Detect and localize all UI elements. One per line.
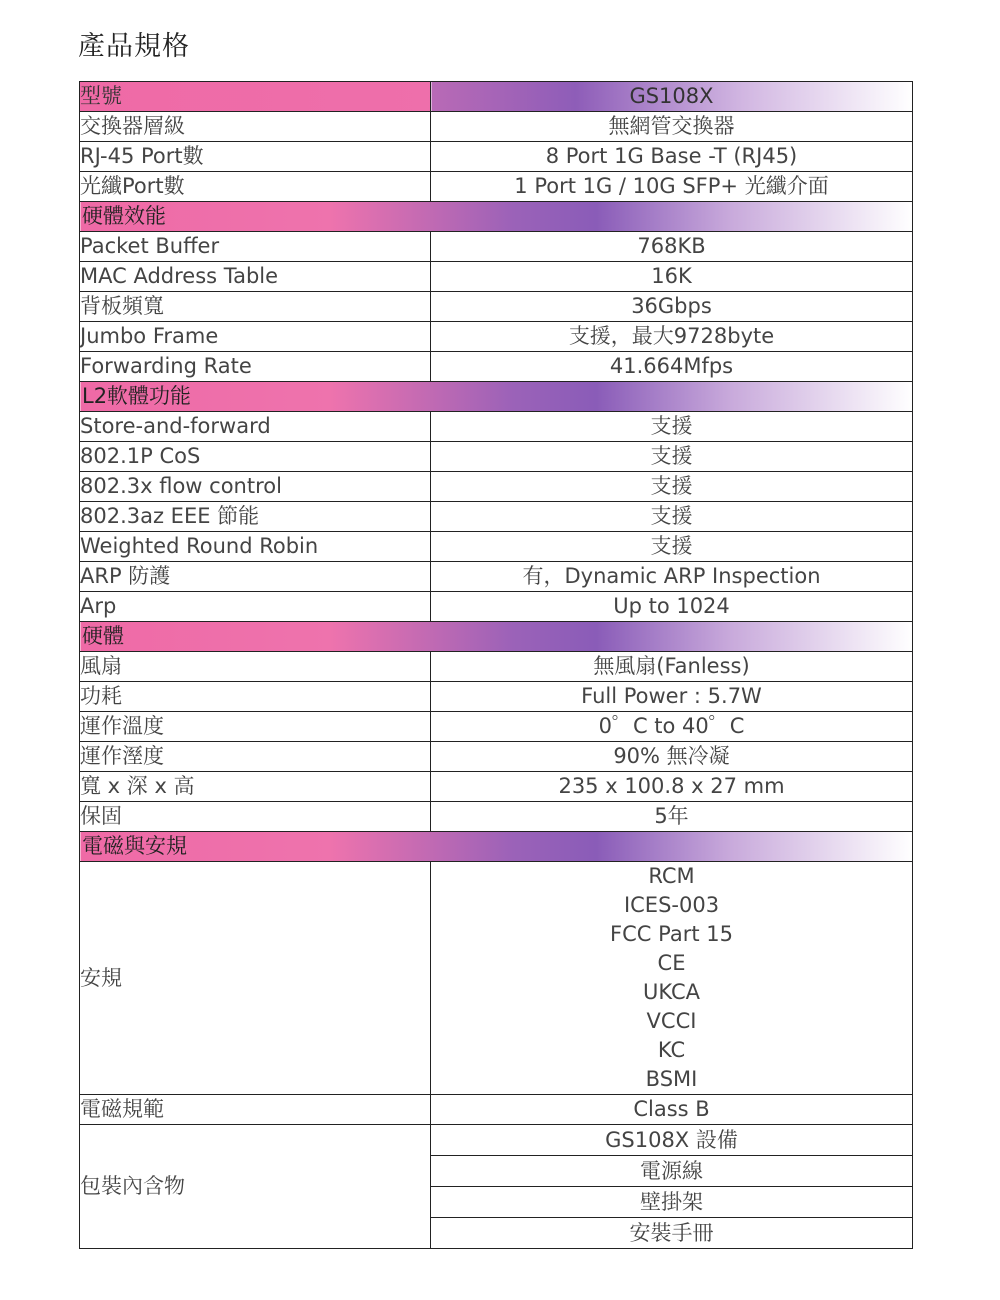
row-label: Weighted Round Robin bbox=[80, 532, 431, 562]
section-title: 硬體 bbox=[80, 622, 913, 652]
table-row bbox=[80, 352, 913, 382]
table-row bbox=[80, 772, 913, 802]
row-value: 16K bbox=[431, 262, 913, 292]
table-row bbox=[80, 1095, 913, 1125]
table-row bbox=[80, 532, 913, 562]
row-value: 0゜C to 40゜C bbox=[431, 712, 913, 742]
row-label: 802.1P CoS bbox=[80, 442, 431, 472]
safety-values bbox=[431, 862, 913, 1095]
row-value: 支援 bbox=[431, 532, 913, 562]
table-row bbox=[80, 292, 913, 322]
safety-value: BSMI bbox=[645, 1067, 698, 1091]
package-item: GS108X 設備 bbox=[431, 1125, 912, 1156]
section-header-hardware-performance bbox=[80, 202, 913, 232]
row-value: 8 Port 1G Base -T (RJ45) bbox=[431, 142, 913, 172]
table-row bbox=[80, 682, 913, 712]
row-label: 光纖Port數 bbox=[80, 172, 431, 202]
row-label: 背板頻寬 bbox=[80, 292, 431, 322]
row-label: Arp bbox=[80, 592, 431, 622]
section-title: 硬體效能 bbox=[80, 202, 913, 232]
row-value: 無網管交換器 bbox=[431, 112, 913, 142]
row-label: 風扇 bbox=[80, 652, 431, 682]
section-title: 電磁與安規 bbox=[80, 832, 913, 862]
table-row bbox=[80, 562, 913, 592]
table-row bbox=[80, 172, 913, 202]
table-row bbox=[80, 652, 913, 682]
table-row bbox=[80, 232, 913, 262]
row-label: 運作溫度 bbox=[80, 712, 431, 742]
row-value: 768KB bbox=[431, 232, 913, 262]
row-value: 支援 bbox=[431, 442, 913, 472]
row-value: 1 Port 1G / 10G SFP+ 光纖介面 bbox=[431, 172, 913, 202]
row-label: RJ-45 Port數 bbox=[80, 142, 431, 172]
row-value: 36Gbps bbox=[431, 292, 913, 322]
row-value: 支援 bbox=[431, 412, 913, 442]
table-row bbox=[80, 112, 913, 142]
table-row bbox=[80, 142, 913, 172]
row-label: 包裝內含物 bbox=[80, 1125, 431, 1249]
row-label: 電磁規範 bbox=[80, 1095, 431, 1125]
table-row bbox=[80, 712, 913, 742]
row-label: 運作溼度 bbox=[80, 742, 431, 772]
table-row bbox=[80, 262, 913, 292]
row-value: 41.664Mfps bbox=[431, 352, 913, 382]
package-item: 壁掛架 bbox=[431, 1187, 912, 1218]
row-label: Forwarding Rate bbox=[80, 352, 431, 382]
row-value: 90% 無冷凝 bbox=[431, 742, 913, 772]
table-row bbox=[80, 412, 913, 442]
package-item: 電源線 bbox=[431, 1156, 912, 1187]
safety-value: FCC Part 15 bbox=[610, 922, 733, 946]
row-label: 型號 bbox=[80, 82, 431, 112]
row-value: 有，Dynamic ARP Inspection bbox=[431, 562, 913, 592]
row-label: 安規 bbox=[80, 862, 431, 1095]
safety-row bbox=[80, 862, 913, 1095]
table-row bbox=[80, 472, 913, 502]
row-label: Packet Buffer bbox=[80, 232, 431, 262]
row-label: 802.3x flow control bbox=[80, 472, 431, 502]
section-header-l2-software bbox=[80, 382, 913, 412]
row-value: 支援 bbox=[431, 502, 913, 532]
row-label: Store-and-forward bbox=[80, 412, 431, 442]
table-row bbox=[80, 802, 913, 832]
package-values bbox=[431, 1125, 913, 1249]
row-label: 保固 bbox=[80, 802, 431, 832]
row-value: GS108X bbox=[431, 82, 913, 112]
table-row bbox=[80, 322, 913, 352]
section-header-hardware bbox=[80, 622, 913, 652]
model-row bbox=[80, 82, 913, 112]
row-label: 寬 x 深 x 高 bbox=[80, 772, 431, 802]
row-label: ARP 防護 bbox=[80, 562, 431, 592]
safety-value: VCCI bbox=[646, 1009, 697, 1033]
table-row bbox=[80, 442, 913, 472]
row-value: Class B bbox=[431, 1095, 913, 1125]
section-title: L2軟體功能 bbox=[80, 382, 913, 412]
spec-table bbox=[79, 81, 913, 1249]
package-row bbox=[80, 1125, 913, 1249]
row-label: 功耗 bbox=[80, 682, 431, 712]
table-row bbox=[80, 592, 913, 622]
safety-value: ICES-003 bbox=[623, 893, 720, 917]
table-row bbox=[80, 742, 913, 772]
row-value: 235 x 100.8 x 27 mm bbox=[431, 772, 913, 802]
safety-value: CE bbox=[657, 951, 686, 975]
row-label: 802.3az EEE 節能 bbox=[80, 502, 431, 532]
row-value: 支援 bbox=[431, 472, 913, 502]
package-item: 安裝手冊 bbox=[629, 1221, 714, 1245]
safety-value: RCM bbox=[648, 864, 695, 888]
section-header-emc-safety bbox=[80, 832, 913, 862]
row-label: MAC Address Table bbox=[80, 262, 431, 292]
row-label: 交換器層級 bbox=[80, 112, 431, 142]
safety-value: KC bbox=[657, 1038, 686, 1062]
page-title: 產品規格 bbox=[78, 31, 190, 62]
row-value: Full Power : 5.7W bbox=[431, 682, 913, 712]
table-row bbox=[80, 502, 913, 532]
row-value: 支援，最大9728byte bbox=[431, 322, 913, 352]
row-value: Up to 1024 bbox=[431, 592, 913, 622]
row-label: Jumbo Frame bbox=[80, 322, 431, 352]
safety-value: UKCA bbox=[642, 980, 701, 1004]
row-value: 無風扇(Fanless) bbox=[431, 652, 913, 682]
row-value: 5年 bbox=[431, 802, 913, 832]
